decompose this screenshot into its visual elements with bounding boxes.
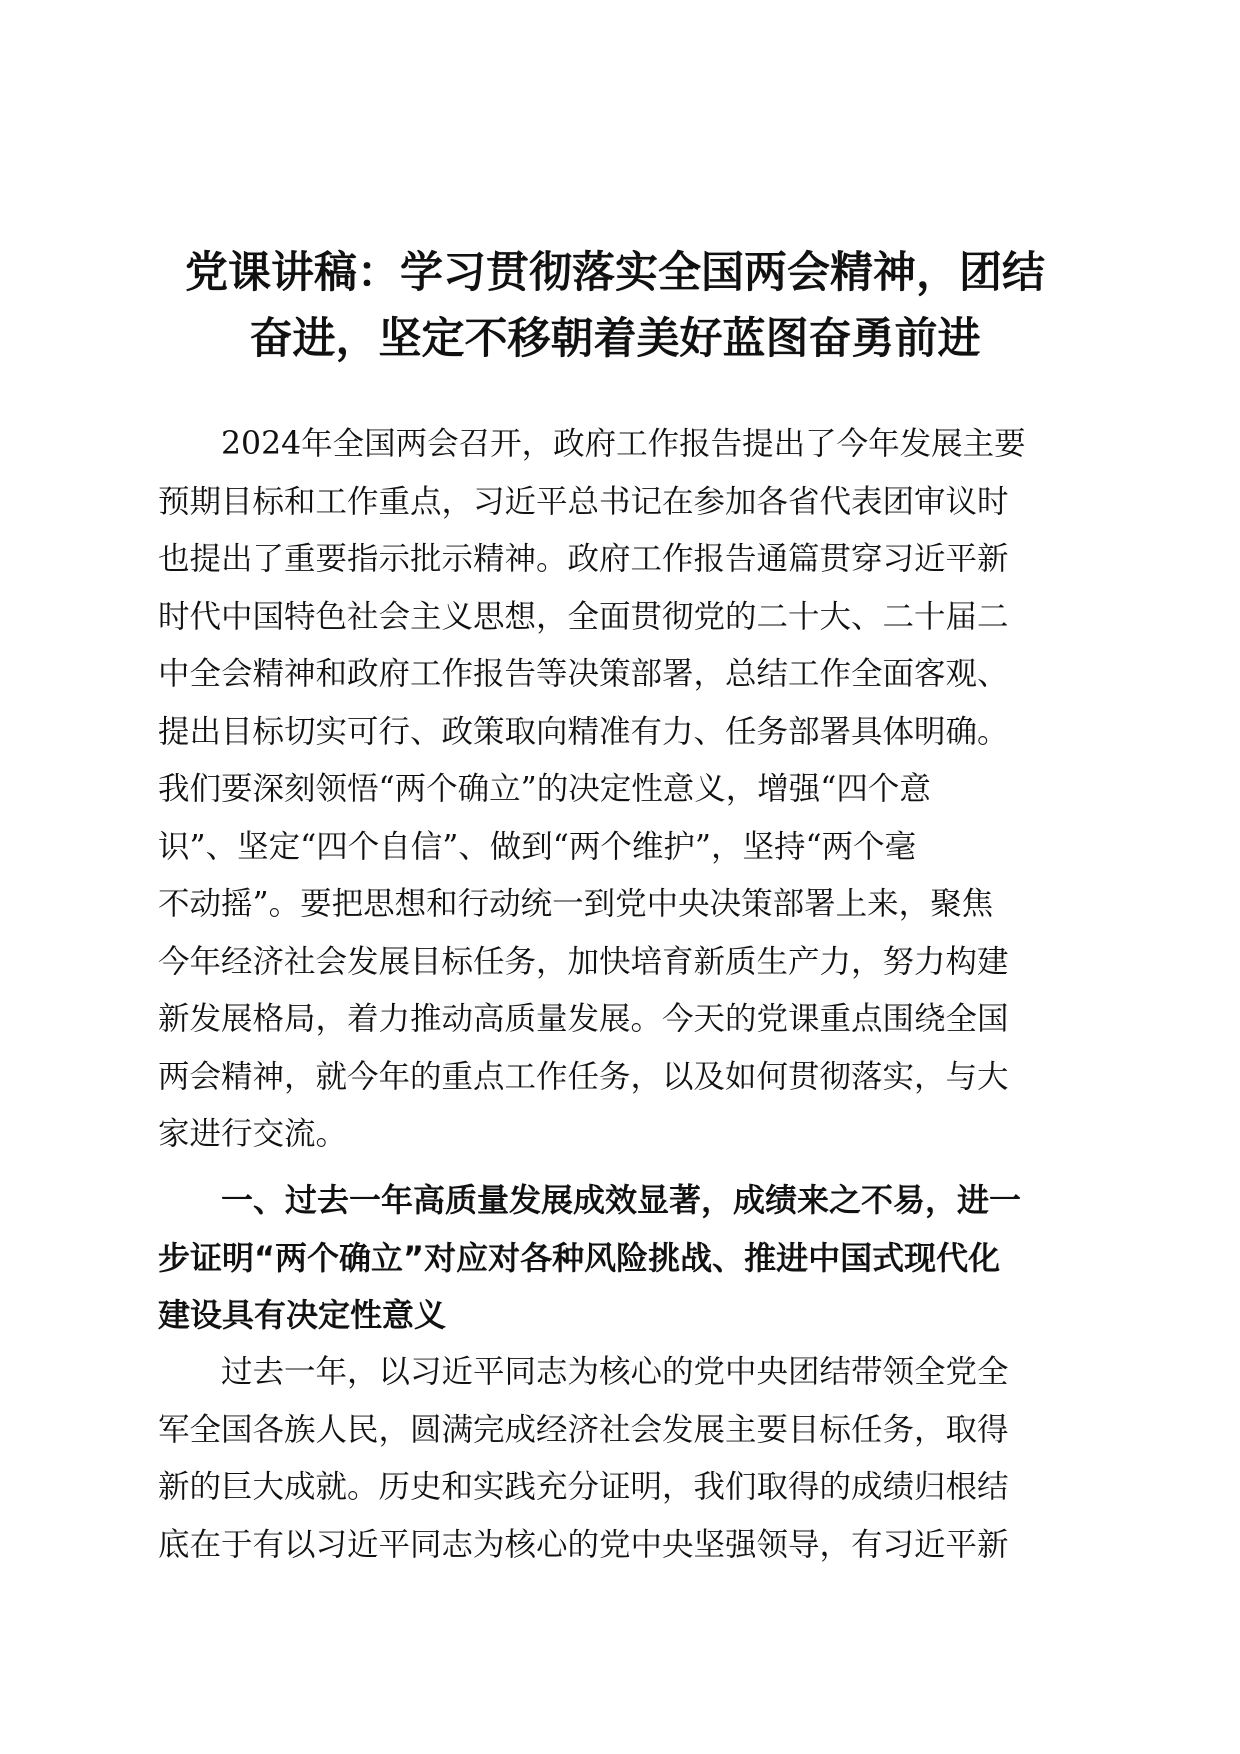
text-line: 今年经济社会发展目标任务，加快培育新质生产力，努力构建 [158,943,1009,980]
section-paragraph [158,1344,1078,1574]
text-line: 识”、坚定“四个自信”、做到“两个维护”，坚持“两个毫 [158,828,917,865]
section-heading [158,1172,1078,1345]
text-line: 预期目标和工作重点，习近平总书记在参加各省代表团审议时 [158,483,1009,520]
intro-paragraph [158,416,1078,1164]
page-title [150,240,1080,372]
text-line: 底在于有以习近平同志为核心的党中央坚强领导，有习近平新 [158,1526,1009,1563]
text-line: 两会精神，就今年的重点工作任务，以及如何贯彻落实，与大 [158,1058,1009,1095]
text-line: 不动摇”。要把思想和行动统一到党中央决策部署上来，聚焦 [158,886,994,922]
text-line: 我们要深刻领悟“两个确立”的决定性意义，增强“四个意 [158,771,931,807]
text-line: 军全国各族人民，圆满完成经济社会发展主要目标任务，取得 [158,1411,1009,1448]
text-line: 也提出了重要指示批示精神。政府工作报告通篇贯穿习近平新 [158,541,1009,577]
text-line: 过去一年，以习近平同志为核心的党中央团结带领全党全 [221,1354,1009,1390]
text-line: 中全会精神和政府工作报告等决策部署，总结工作全面客观、 [158,656,1009,692]
text-line: 家进行交流。 [158,1116,348,1152]
heading-line: 一、过去一年高质量发展成效显著，成绩来之不易，进一 [221,1181,1022,1219]
text-line: 提出目标切实可行、政策取向精准有力、任务部署具体明确。 [158,713,1009,750]
text-line: 新发展格局，着力推动高质量发展。今天的党课重点围绕全国 [158,1001,1009,1037]
title-line: 党课讲稿：学习贯彻落实全国两会精神，团结 [185,248,1045,298]
heading-line: 步证明“两个确立”对应对各种风险挑战、推进中国式现代化 [158,1238,1001,1277]
heading-line: 建设具有决定性意义 [158,1296,447,1334]
text-line: 新的巨大成就。历史和实践充分证明，我们取得的成绩归根结 [158,1469,1009,1505]
title-line: 奋进，坚定不移朝着美好蓝图奋勇前进 [249,314,981,364]
text-line: 时代中国特色社会主义思想，全面贯彻党的二十大、二十届二 [158,598,1009,635]
text-line: 2024年全国两会召开，政府工作报告提出了今年发展主要 [221,426,1026,462]
